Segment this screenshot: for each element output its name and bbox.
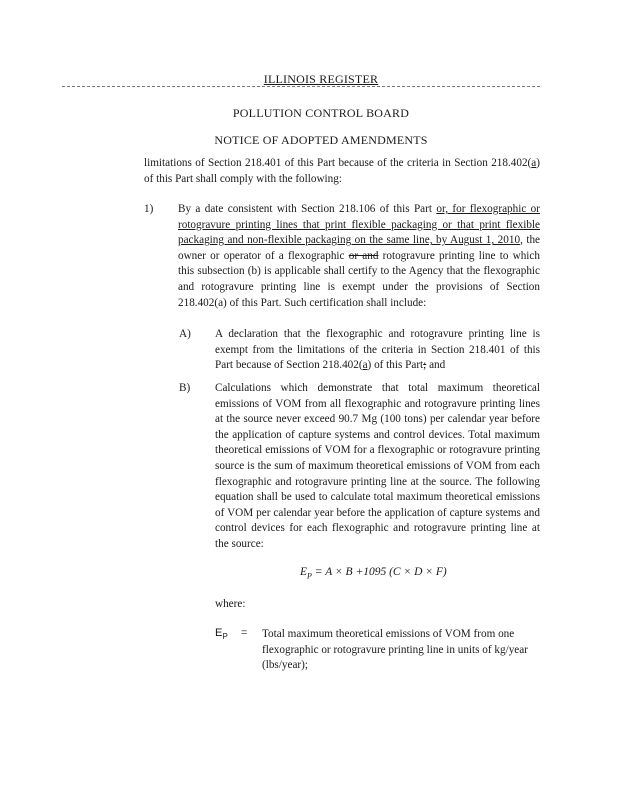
equation-rhs: = A × B +1095 (C × D × F) — [311, 566, 447, 578]
item-1-deleted-text: or and — [348, 249, 379, 262]
item-a-text-3: and — [426, 359, 446, 372]
where-label: where: — [215, 598, 246, 610]
equation-lhs-subscript: P — [307, 571, 312, 581]
item-a-inserted-text: a — [362, 359, 368, 372]
item-1-marker: 1) — [144, 203, 154, 215]
item-1-lead: By a date consistent with Section 218.106 of this Part — [178, 203, 432, 215]
intro-inserted-text: a — [531, 157, 537, 169]
header-divider — [62, 86, 540, 87]
item-1-inserted-text: or, for flexographic or rotogravure printing lines that print flexible packaging or that print flexible packaging and non-flexible packaging on the same line, by August 1, 2010 — [178, 203, 540, 247]
intro-paragraph — [144, 156, 540, 187]
emissions-equation — [300, 566, 447, 580]
definition-equals: = — [241, 627, 248, 639]
item-a-deleted-text: ; — [423, 359, 427, 372]
item-b-paragraph: Calculations which demonstrate that total maximum theoretical emissions of VOM from all flexographic and rotogravure printing lines at the source never exceed 90.7 Mg (100 tons) per calendar year before the application of capture systems and control devices. Total maximum theoretical emissions of VOM for a flexographic or rotogravure printing source is the sum of maximum theoretical emissions of VOM from each flexographic and rotogravure printing line at the source. The following equation shall be used to calculate total maximum theoretical emissions of VOM per calendar year before the application of capture systems and control devices for each flexographic and rotogravure printing line at the source: — [215, 382, 540, 550]
item-1-text-a: , the owner or operator of a flexographic — [178, 234, 540, 262]
item-a-marker: A) — [179, 328, 191, 340]
definition-term-symbol: E — [215, 627, 223, 639]
notice-title: NOTICE OF ADOPTED AMENDMENTS — [214, 133, 428, 147]
item-1-paragraph — [178, 202, 540, 311]
intro-text-1: limitations of Section 218.401 of this Part because of the criteria in Section 218.402( — [144, 157, 532, 169]
board-title: POLLUTION CONTROL BOARD — [232, 106, 410, 120]
intro-text-2: ) of this Part shall comply with the following: — [144, 157, 540, 185]
register-title: ILLINOIS REGISTER — [263, 72, 379, 86]
item-a-text-1: A declaration that the flexographic and rotogravure printing line is exempt from the limitations of the criteria in Section 218.401 of this Part because of Section 218.402( — [215, 328, 540, 372]
equation-lhs: E — [300, 566, 308, 578]
item-1-text-b: rotogravure printing line to which this subsection (b) is applicable shall certify to the Agency that the flexographic and rotogravure printing line is exempt under the provisions of Section 218.402(a) of this Part. Such certification shall include: — [178, 249, 540, 309]
definition-text: Total maximum theoretical emissions of VOM from one flexographic or rotogravure printing line in units of kg/year (lbs/year); — [262, 628, 528, 672]
item-a-text-2: ) of this Part — [367, 359, 424, 372]
item-b-marker: B) — [179, 382, 191, 394]
definition-term — [215, 627, 228, 641]
item-a-paragraph — [215, 327, 540, 374]
definition-term-subscript: P — [222, 632, 228, 642]
